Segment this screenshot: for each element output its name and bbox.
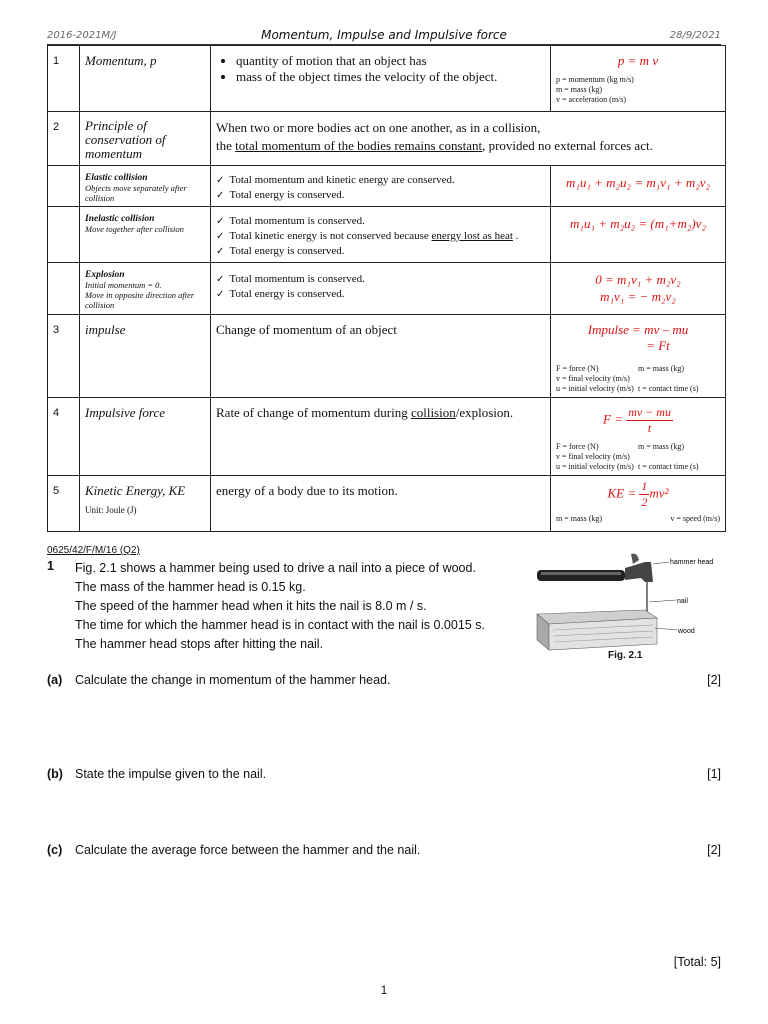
page-number: 1 — [380, 983, 388, 997]
figure-caption: Fig. 2.1 — [608, 650, 643, 661]
part-text: Calculate the average force between the hammer and the nail. — [75, 843, 421, 857]
list-item: ✓ Total energy is conserved. — [216, 287, 545, 302]
legend-item: F = force (N) — [556, 364, 599, 373]
legend-item — [638, 374, 720, 384]
desc-text: the — [216, 138, 236, 153]
fraction-denominator: t — [647, 421, 652, 435]
part-label: (b) — [47, 767, 63, 781]
legend — [556, 364, 720, 394]
leader-line — [653, 562, 669, 564]
desc-underlined: collision — [410, 405, 456, 420]
stem-line: The mass of the hammer head is 0.15 kg. — [75, 580, 306, 594]
row-number: 1 — [48, 46, 80, 112]
row-formula — [551, 46, 726, 112]
term-title: Inelastic collision — [85, 214, 155, 224]
list-item — [216, 229, 545, 244]
row-number: 2 — [48, 112, 80, 166]
list-item: • mass of the object times the velocity of the object. — [236, 69, 545, 85]
row-term: Principle of conservation of momentum — [80, 112, 211, 166]
legend-item: m = mass (kg) — [556, 514, 603, 523]
total-marks: [Total: 5] — [673, 955, 721, 969]
formula: p = m v — [617, 53, 659, 68]
desc-underlined: total momentum of the bodies remains constant — [235, 138, 483, 153]
table-row — [48, 207, 726, 263]
formula: 0 = m₁v₁ + m₂v₂ — [595, 272, 681, 287]
desc-line — [216, 137, 720, 155]
legend-item: t = contact time (s) — [638, 462, 699, 471]
question-reference: 0625/42/F/M/16 (Q2) — [47, 545, 140, 556]
hammer-claw — [631, 554, 639, 564]
fraction-numerator: mv − mu — [628, 405, 671, 419]
label-nail: nail — [677, 598, 688, 605]
formula: m₁u₁ + m₂u₂ = m₁v₁ + m₂v₂ — [551, 166, 726, 207]
part-marks: [1] — [707, 767, 721, 781]
list-item: ✓ Total momentum is conserved. — [216, 272, 545, 287]
legend-item: u = initial velocity (m/s) — [556, 462, 634, 471]
hammer-head — [625, 562, 653, 582]
formula: m₁u₁ + m₂u₂ = (m₁+m₂)v₂ — [551, 207, 726, 263]
term-sub: Move together after collision — [85, 224, 184, 234]
row-number: 5 — [48, 476, 80, 532]
summary-table — [47, 45, 726, 532]
label-hammer-head: hammer head — [670, 559, 714, 566]
term-sub: Objects move separately after collision — [85, 183, 187, 203]
leader-line — [655, 628, 677, 630]
row-term — [80, 207, 211, 263]
row-description — [211, 112, 726, 166]
hammer-nail-figure — [533, 552, 733, 664]
table-row — [48, 166, 726, 207]
row-number — [48, 166, 80, 207]
legend-item: v = final velocity (m/s) — [556, 452, 630, 461]
check-text: . — [512, 230, 519, 242]
page-title: Momentum, Impulse and Impulsive force — [261, 28, 507, 42]
row-description — [211, 166, 551, 207]
row-number — [48, 207, 80, 263]
part-text: State the impulse given to the nail. — [75, 767, 267, 781]
legend — [556, 75, 720, 105]
formula — [556, 405, 720, 436]
row-description — [211, 46, 551, 112]
list-item: ✓ Total energy is conserved. — [216, 244, 545, 259]
formula — [556, 479, 720, 510]
part-marks: [2] — [707, 843, 721, 857]
legend-item: m = mass (kg) — [556, 85, 603, 94]
stem-line: The speed of the hammer head when it hits the nail is 8.0 m / s. — [75, 599, 427, 613]
row-formula — [551, 398, 726, 476]
table-row — [48, 46, 726, 112]
legend-item: u = initial velocity (m/s) — [556, 384, 634, 393]
table-row — [48, 112, 726, 166]
part-label: (c) — [47, 843, 63, 857]
term-title: Explosion — [85, 270, 125, 280]
question-number: 1 — [47, 559, 54, 573]
desc-text: Rate of change of momentum during — [216, 405, 411, 420]
list-item: ✓ Total momentum is conserved. — [216, 214, 545, 229]
legend — [556, 442, 720, 472]
term-unit: Unit: Joule (J) — [85, 505, 137, 515]
legend-item: v = final velocity (m/s) — [556, 374, 630, 383]
row-term: Momentum, p — [80, 46, 211, 112]
header-date: 28/9/2021 — [669, 30, 721, 41]
row-formula — [551, 315, 726, 398]
row-formula — [551, 263, 726, 315]
term-sub: Move in opposite direction after collision — [85, 290, 195, 310]
list-item: ✓ Total momentum and kinetic energy are conserved. — [216, 173, 545, 188]
check-text: Total kinetic energy is not conserved because — [229, 230, 432, 242]
formula-lhs: KE = — [607, 485, 637, 501]
part-marks: [2] — [707, 673, 721, 687]
part-text: Calculate the change in momentum of the hammer head. — [75, 673, 391, 687]
legend-item: v = acceleration (m/s) — [556, 95, 627, 104]
row-number: 3 — [48, 315, 80, 398]
term-title: Elastic collision — [85, 173, 148, 183]
term-sub: Initial momentum = 0. — [85, 280, 162, 290]
check-underlined: energy lost as heat — [431, 230, 513, 242]
fraction — [639, 479, 649, 510]
table-row — [48, 476, 726, 532]
table-row — [48, 315, 726, 398]
page-header — [47, 28, 721, 44]
legend-item — [638, 452, 720, 462]
row-term — [80, 263, 211, 315]
table-row — [48, 398, 726, 476]
row-formula — [551, 476, 726, 532]
legend-item: m = mass (kg) — [638, 364, 685, 373]
formula: = Ft — [646, 338, 670, 353]
desc-text: , provided no external forces act. — [482, 138, 653, 153]
wood-block — [537, 610, 657, 650]
row-number — [48, 263, 80, 315]
header-years: 2016-2021M/J — [47, 30, 117, 41]
fraction-denominator: 2 — [641, 495, 648, 509]
row-description — [211, 207, 551, 263]
legend-item: F = force (N) — [556, 442, 599, 451]
legend-item: m = mass (kg) — [638, 442, 685, 451]
row-description — [211, 398, 551, 476]
legend — [556, 514, 720, 524]
term-title: Kinetic Energy, KE — [85, 483, 186, 498]
fraction — [626, 405, 673, 436]
table-row — [48, 263, 726, 315]
label-wood: wood — [678, 628, 695, 635]
legend-item: v = speed (m/s) — [670, 514, 720, 523]
list-item: ✓ Total energy is conserved. — [216, 188, 545, 203]
row-term — [80, 166, 211, 207]
handle-highlight — [541, 572, 621, 575]
row-description — [211, 263, 551, 315]
desc-line: When two or more bodies act on one another, as in a collision, — [216, 120, 541, 135]
list-item: • quantity of motion that an object has — [236, 53, 545, 69]
formula-lhs: F = — [603, 411, 623, 427]
row-description: energy of a body due to its motion. — [211, 476, 551, 532]
row-term: Impulsive force — [80, 398, 211, 476]
formula-rhs: mv² — [649, 485, 669, 501]
part-label: (a) — [47, 673, 63, 687]
row-term — [80, 476, 211, 532]
stem-line: The time for which the hammer head is in contact with the nail is 0.0015 s. — [75, 618, 485, 632]
formula: m₁v₁ = − m₂v₂ — [600, 289, 676, 304]
stem-line: The hammer head stops after hitting the nail. — [75, 637, 324, 651]
row-term: impulse — [80, 315, 211, 398]
leader-line — [649, 600, 676, 602]
row-description: Change of momentum of an object — [211, 315, 551, 398]
stem-line: Fig. 2.1 shows a hammer being used to drive a nail into a piece of wood. — [75, 561, 476, 575]
desc-text: /explosion. — [455, 405, 514, 420]
legend-item: t = contact time (s) — [638, 384, 699, 393]
row-number: 4 — [48, 398, 80, 476]
hammer-handle — [537, 570, 625, 581]
fraction-numerator: 1 — [641, 479, 648, 493]
formula: Impulse = mv – mu — [587, 322, 689, 337]
legend-item: p = momentum (kg m/s) — [556, 75, 634, 84]
